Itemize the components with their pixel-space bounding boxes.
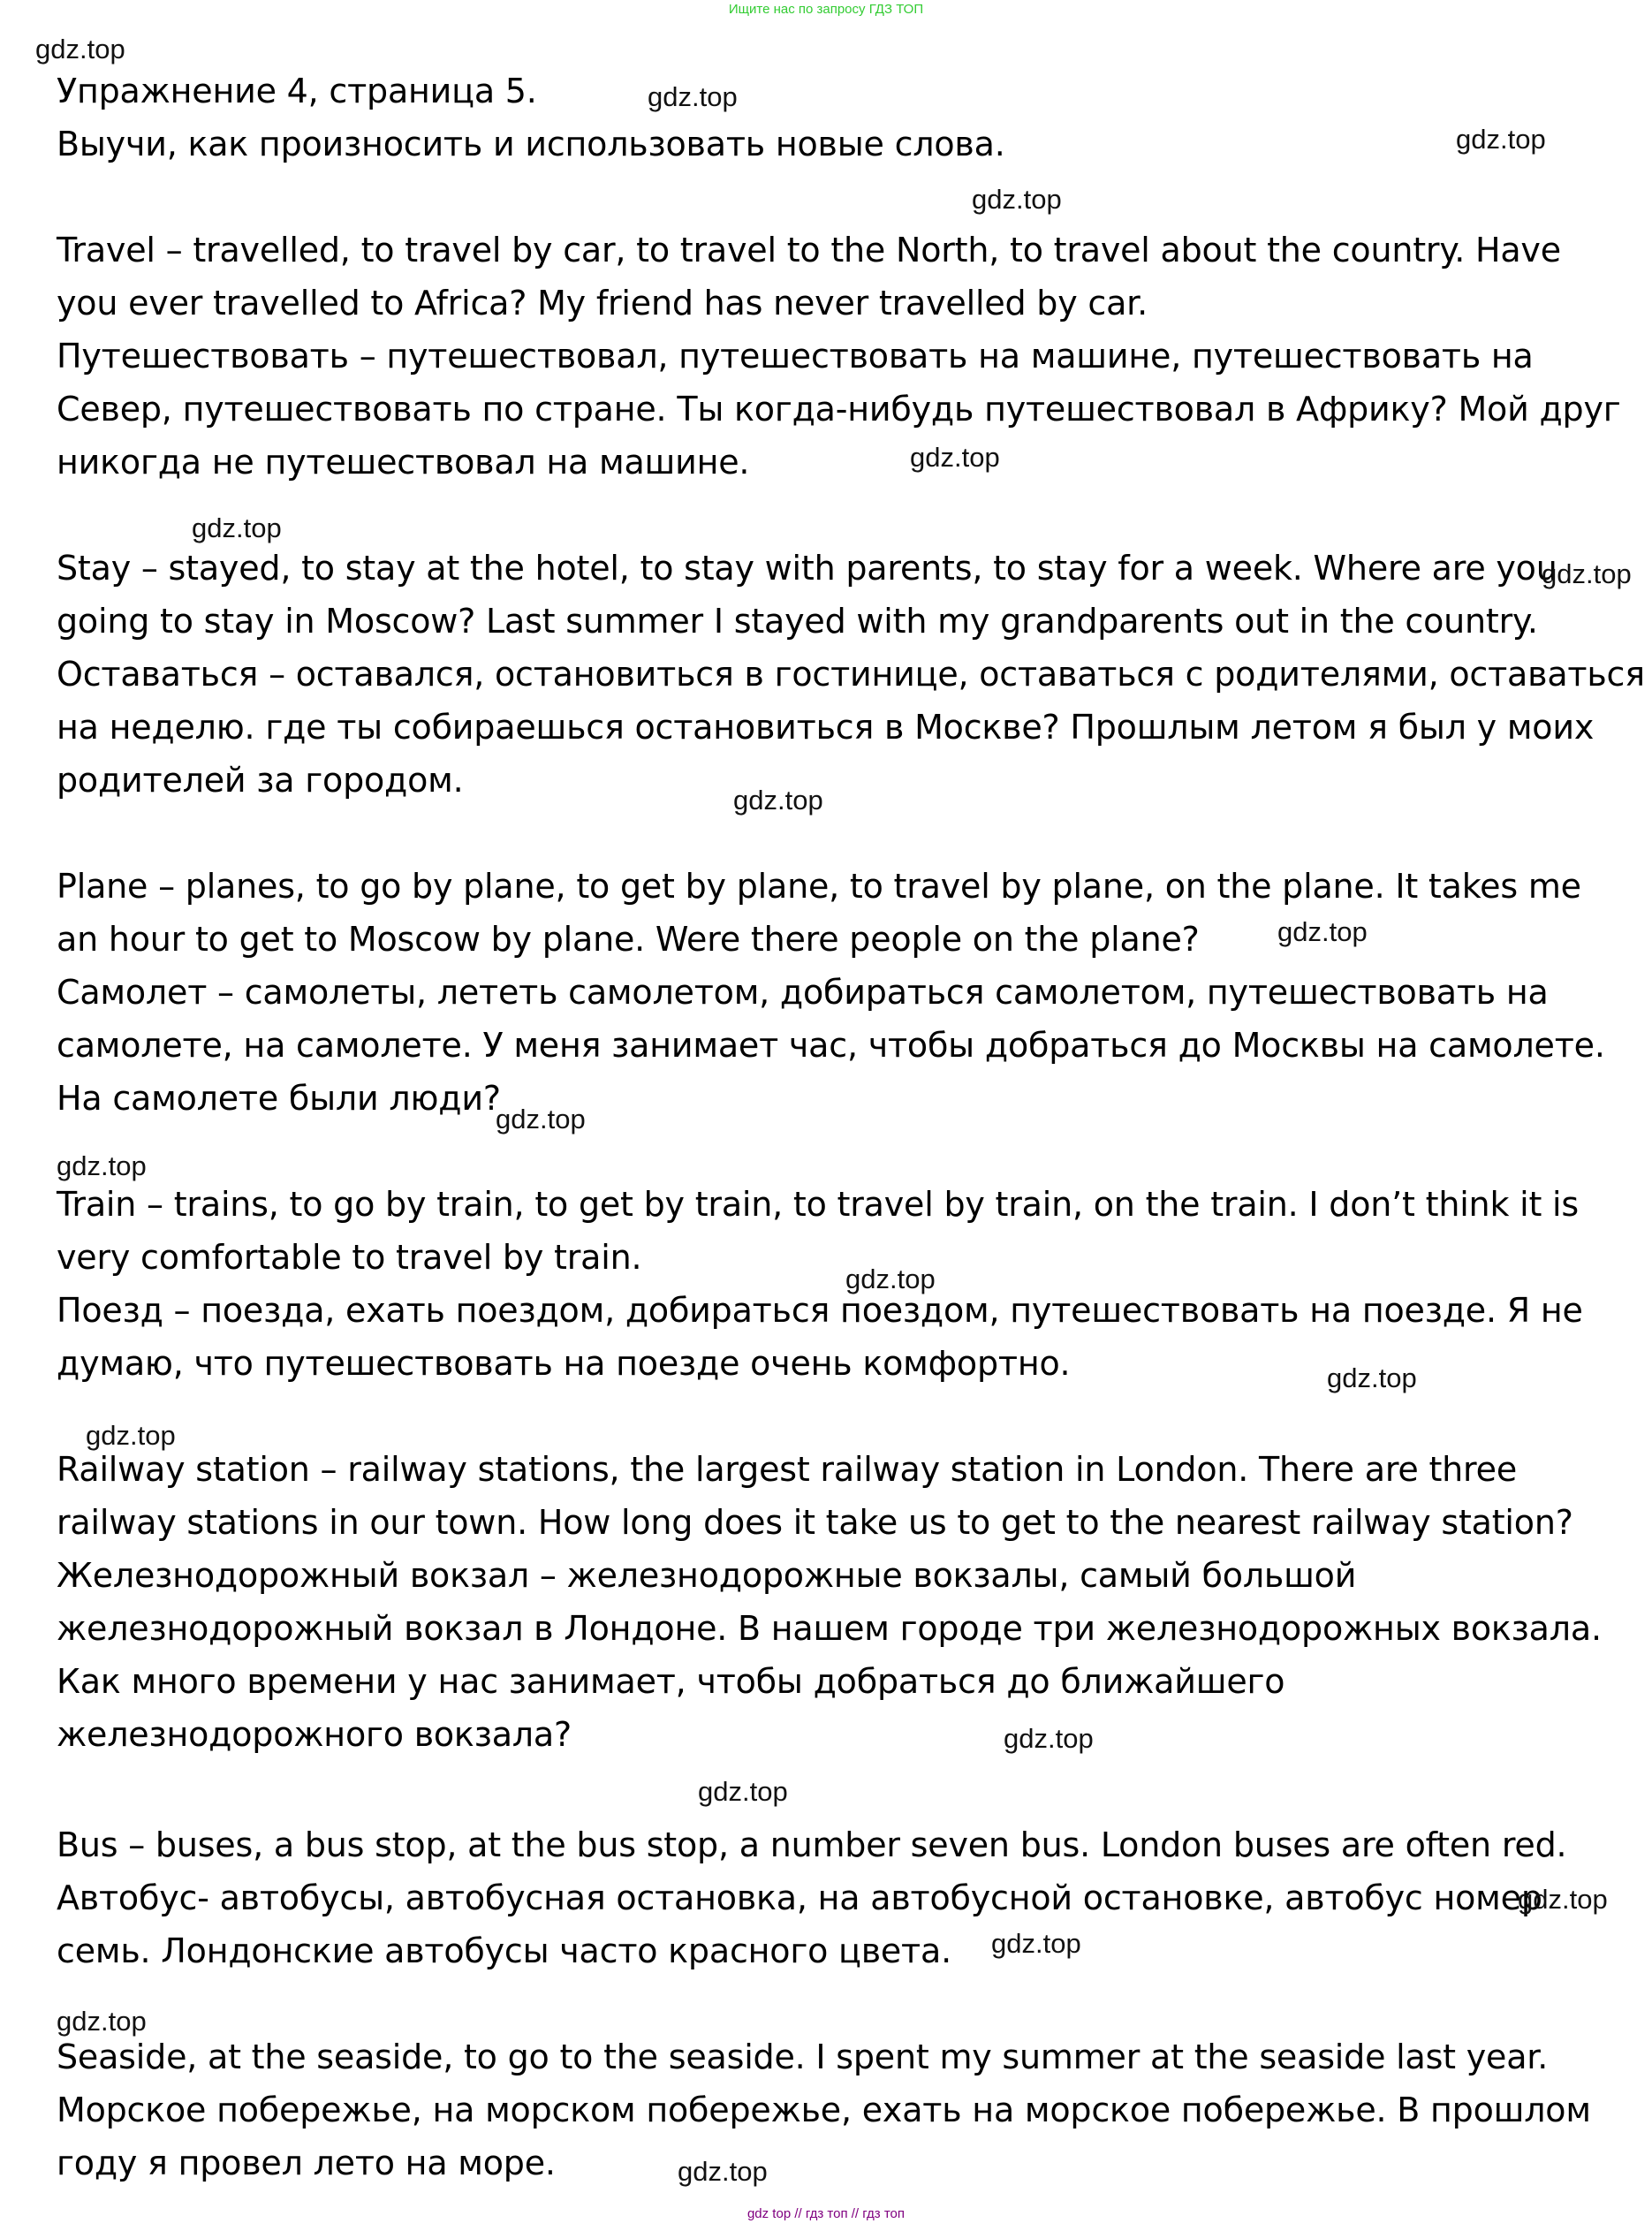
- watermark: gdz.top: [35, 34, 125, 65]
- entry-russian-line: семь. Лондонские автобусы часто красного цвета.: [57, 1931, 951, 1970]
- watermark: gdz.top: [648, 81, 738, 112]
- entry-russian-line: железнодорожного вокзала?: [57, 1715, 572, 1754]
- entry-english-line: Seaside, at the seaside, to go to the seaside. I spent my summer at the seaside last year.: [57, 2037, 1549, 2076]
- watermark: gdz.top: [678, 2156, 768, 2187]
- entry-russian-line: Железнодорожный вокзал – железнодорожные вокзалы, самый большой: [57, 1556, 1357, 1595]
- entry-english-line: Railway station – railway stations, the largest railway station in London. There are three: [57, 1450, 1517, 1489]
- entry-russian-line: самолете, на самолете. У меня занимает час, чтобы добраться до Москвы на самолете.: [57, 1026, 1605, 1065]
- watermark: gdz.top: [733, 785, 823, 816]
- top-banner[interactable]: Ищите нас по запросу ГДЗ ТОП: [728, 2, 924, 17]
- entry-english-line: very comfortable to travel by train.: [57, 1238, 642, 1277]
- watermark: gdz.top: [496, 1104, 586, 1134]
- watermark: gdz.top: [991, 1928, 1081, 1959]
- entry-english-line: an hour to get to Moscow by plane. Were there people on the plane?: [57, 920, 1200, 959]
- entry-russian-line: на неделю. где ты собираешься остановиться в Москве? Прошлым летом я был у моих: [57, 708, 1595, 747]
- entry-russian-line: На самолете были люди?: [57, 1079, 501, 1118]
- entry-english-line: Train – trains, to go by train, to get by train, to travel by train, on the train. I don’t think it is: [57, 1185, 1580, 1224]
- entry-russian-line: Север, путешествовать по стране. Ты когда-нибудь путешествовал в Африку? Мой друг: [57, 390, 1621, 429]
- entry-russian-line: Автобус- автобусы, автобусная остановка, на автобусной остановке, автобус номер: [57, 1878, 1542, 1917]
- watermark: gdz.top: [1456, 124, 1546, 155]
- entry-russian-line: Поезд – поезда, ехать поездом, добираться поездом, путешествовать на поезде. Я не: [57, 1291, 1583, 1330]
- watermark: gdz.top: [86, 1420, 176, 1451]
- watermark: gdz.top: [1518, 1884, 1608, 1915]
- watermark: gdz.top: [57, 1150, 147, 1181]
- footer-links[interactable]: gdz top // гдз топ // гдз топ: [746, 2206, 906, 2221]
- entry-english-line: going to stay in Moscow? Last summer I stayed with my grandparents out in the country.: [57, 602, 1538, 641]
- watermark: gdz.top: [845, 1263, 936, 1294]
- entry-russian-line: Морское побережье, на морском побережье, ехать на морское побережье. В прошлом: [57, 2091, 1591, 2129]
- entry-russian-line: Путешествовать – путешествовал, путешествовать на машине, путешествовать на: [57, 337, 1534, 376]
- exercise-title: Упражнение 4, страница 5.: [57, 72, 537, 110]
- watermark: gdz.top: [1004, 1723, 1094, 1754]
- watermark: gdz.top: [1542, 558, 1632, 589]
- watermark: gdz.top: [57, 2006, 147, 2037]
- entry-english-line: Bus – buses, a bus stop, at the bus stop, a number seven bus. London buses are often red.: [57, 1825, 1567, 1864]
- entry-english-line: railway stations in our town. How long does it take us to get to the nearest railway station?: [57, 1503, 1573, 1542]
- entry-english-line: Plane – planes, to go by plane, to get by plane, to travel by plane, on the plane. It takes me: [57, 867, 1581, 906]
- entry-english-line: you ever travelled to Africa? My friend has never travelled by car.: [57, 284, 1148, 323]
- entry-russian-line: никогда не путешествовал на машине.: [57, 443, 750, 482]
- watermark: gdz.top: [1327, 1362, 1417, 1393]
- watermark: gdz.top: [972, 184, 1062, 215]
- entry-russian-line: родителей за городом.: [57, 761, 464, 800]
- entry-russian-line: году я провел лето на море.: [57, 2144, 556, 2182]
- exercise-instruction: Выучи, как произносить и использовать новые слова.: [57, 125, 1005, 163]
- watermark: gdz.top: [192, 512, 282, 543]
- entry-russian-line: думаю, что путешествовать на поезде очень комфортно.: [57, 1344, 1071, 1383]
- watermark: gdz.top: [698, 1776, 788, 1807]
- watermark: gdz.top: [910, 442, 1000, 473]
- entry-russian-line: железнодорожный вокзал в Лондоне. В нашем городе три железнодорожных вокзала.: [57, 1609, 1602, 1648]
- entry-russian-line: Как много времени у нас занимает, чтобы добраться до ближайшего: [57, 1662, 1285, 1701]
- entry-russian-line: Оставаться – оставался, остановиться в гостинице, оставаться с родителями, оставаться: [57, 655, 1645, 694]
- entry-english-line: Travel – travelled, to travel by car, to travel to the North, to travel about the country. Have: [57, 231, 1561, 269]
- entry-russian-line: Самолет – самолеты, лететь самолетом, добираться самолетом, путешествовать на: [57, 973, 1549, 1012]
- entry-english-line: Stay – stayed, to stay at the hotel, to stay with parents, to stay for a week. Where are you: [57, 549, 1557, 588]
- watermark: gdz.top: [1277, 916, 1368, 947]
